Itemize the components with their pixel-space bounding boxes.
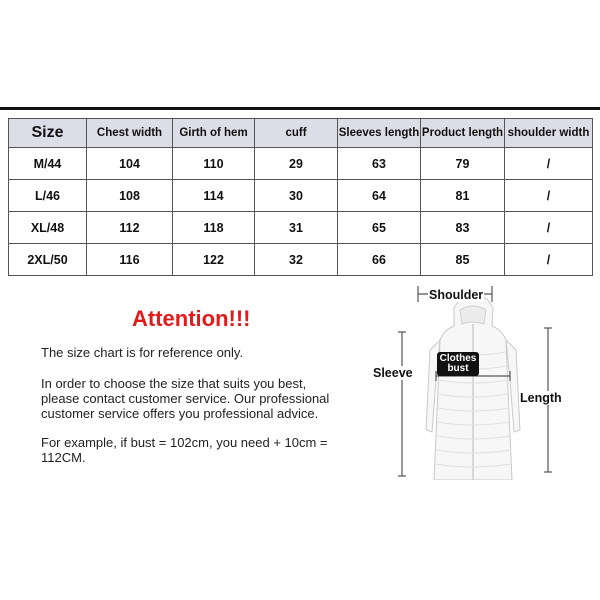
- cell-product-length: 85: [421, 244, 505, 276]
- size-measurement-diagram: [372, 280, 572, 480]
- table-row: [9, 244, 593, 276]
- cell-sleeves-length: 66: [338, 244, 421, 276]
- cell-chest-width: 104: [87, 148, 173, 180]
- header-girth-of-hem: Girth of hem: [173, 119, 255, 148]
- bust-label-line2: bust: [447, 363, 469, 374]
- cell-product-length: 79: [421, 148, 505, 180]
- cell-shoulder-width: /: [505, 180, 593, 212]
- cell-product-length: 83: [421, 212, 505, 244]
- header-product-length: Product length: [421, 119, 505, 148]
- header-sleeves-length: Sleeves length: [338, 119, 421, 148]
- cell-size: XL/48: [9, 212, 87, 244]
- cell-sleeves-length: 64: [338, 180, 421, 212]
- bust-label-line1: Clothes: [439, 353, 477, 364]
- cell-chest-width: 108: [87, 180, 173, 212]
- cell-product-length: 81: [421, 180, 505, 212]
- cell-cuff: 30: [255, 180, 338, 212]
- header-size: Size: [9, 119, 87, 148]
- cell-shoulder-width: /: [505, 244, 593, 276]
- cell-sleeves-length: 63: [338, 148, 421, 180]
- cell-cuff: 31: [255, 212, 338, 244]
- cell-shoulder-width: /: [505, 148, 593, 180]
- reference-note: The size chart is for reference only.: [41, 345, 244, 360]
- cell-girth-of-hem: 110: [173, 148, 255, 180]
- shoulder-label: Shoulder: [429, 288, 484, 302]
- cell-cuff: 29: [255, 148, 338, 180]
- table-header-row: [9, 119, 593, 148]
- clothes-bust-label: [437, 352, 479, 376]
- size-chart-table: [8, 118, 593, 276]
- cell-sleeves-length: 65: [338, 212, 421, 244]
- header-chest-width: Chest width: [87, 119, 173, 148]
- table-row: [9, 212, 593, 244]
- cell-size: 2XL/50: [9, 244, 87, 276]
- cell-size: L/46: [9, 180, 87, 212]
- cell-chest-width: 112: [87, 212, 173, 244]
- table-row: [9, 180, 593, 212]
- header-cuff: cuff: [255, 119, 338, 148]
- cell-chest-width: 116: [87, 244, 173, 276]
- example-note: For example, if bust = 102cm, you need + 10cm = 112CM.: [41, 435, 328, 465]
- cell-cuff: 32: [255, 244, 338, 276]
- sleeve-label: Sleeve: [373, 366, 413, 380]
- cell-girth-of-hem: 122: [173, 244, 255, 276]
- cell-shoulder-width: /: [505, 212, 593, 244]
- cell-girth-of-hem: 118: [173, 212, 255, 244]
- length-label: Length: [520, 391, 562, 405]
- attention-title: Attention!!!: [132, 306, 251, 331]
- cell-girth-of-hem: 114: [173, 180, 255, 212]
- header-shoulder-width: shoulder width: [505, 119, 593, 148]
- top-divider: [0, 107, 600, 110]
- table-row: [9, 148, 593, 180]
- cell-size: M/44: [9, 148, 87, 180]
- coat-illustration: [372, 280, 572, 480]
- contact-note: In order to choose the size that suits you best, please contact customer service. Our professional customer service offers you professional advice.: [41, 376, 330, 421]
